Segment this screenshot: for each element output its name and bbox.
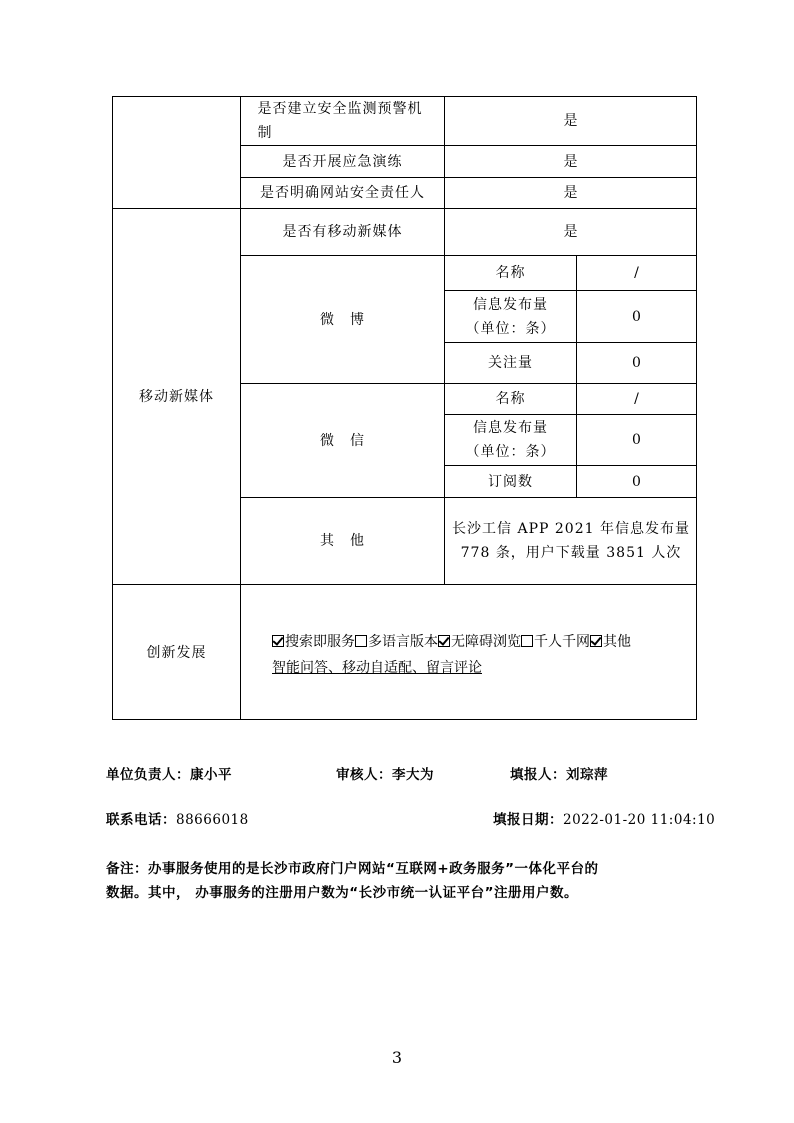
innovation-other-text: 智能问答、移动自适配、留言评论 [272,660,482,676]
has-new-media-label: 是否有移动新媒体 [282,224,403,240]
option-multilingual[interactable]: 多语言版本 [355,634,438,650]
weibo-name-value: / [634,265,640,281]
checkbox-checked-icon[interactable] [438,635,450,647]
wechat-name-value: / [634,391,640,407]
new-media-section-label: 移动新媒体 [139,388,214,405]
weibo-follow-value: 0 [632,355,642,371]
other-label: 其 他 [320,533,365,549]
page-number: 3 [391,1048,403,1067]
monitoring-value: 是 [563,112,579,129]
drill-label: 是否开展应急演练 [282,153,403,170]
weibo-follow-label: 关注量 [488,355,533,371]
option-personalized[interactable]: 千人千网 [521,634,590,650]
reviewer: 审核人：李大为 [336,767,434,783]
responsible-value: 是 [563,185,579,201]
wechat-posts-value: 0 [632,432,642,448]
remark-note: 备注：办事服务使用的是长沙市政府门户网站“互联网+政务服务”一体化平台的 数据。其中， 办事服务的注册用户数为“长沙市统一认证平台”注册用户数。 [106,861,599,901]
wechat-sub-value: 0 [632,473,642,490]
weibo-posts-value: 0 [632,308,642,325]
option-accessibility[interactable]: 无障碍浏览 [438,634,521,650]
option-other[interactable]: 其他 [590,634,631,650]
wechat-label: 微 信 [320,432,365,449]
drill-value: 是 [563,153,579,170]
weibo-name-label: 名称 [495,265,526,281]
unit-head: 单位负责人：康小平 [106,767,232,783]
filler: 填报人：刘琮萍 [510,767,608,783]
wechat-posts-label: 信息发布量 （单位：条） [465,420,556,460]
checkbox-unchecked-icon[interactable] [355,635,367,647]
innovation-section-label: 创新发展 [146,644,207,661]
wechat-name-label: 名称 [495,391,526,407]
contact-phone: 联系电话：88666018 [106,812,249,828]
checkbox-checked-icon[interactable] [272,635,284,647]
weibo-posts-label: 信息发布量 （单位：条） [465,296,556,337]
responsible-label: 是否明确网站安全责任人 [260,185,425,201]
other-value: 长沙工信 APP 2021 年信息发布量 778 条，用户下载量 3851 人次 [452,521,690,561]
wechat-sub-label: 订阅数 [488,473,533,490]
fill-date: 填报日期：2022-01-20 11:04:10 [493,812,716,828]
monitoring-label: 是否建立安全监测预警机制 [257,100,423,141]
has-new-media-value: 是 [563,224,579,240]
checkbox-checked-icon[interactable] [590,635,602,647]
weibo-label: 微 博 [320,311,365,328]
checkbox-unchecked-icon[interactable] [521,635,533,647]
innovation-options [272,629,692,681]
option-search-service[interactable]: 搜索即服务 [272,634,355,650]
